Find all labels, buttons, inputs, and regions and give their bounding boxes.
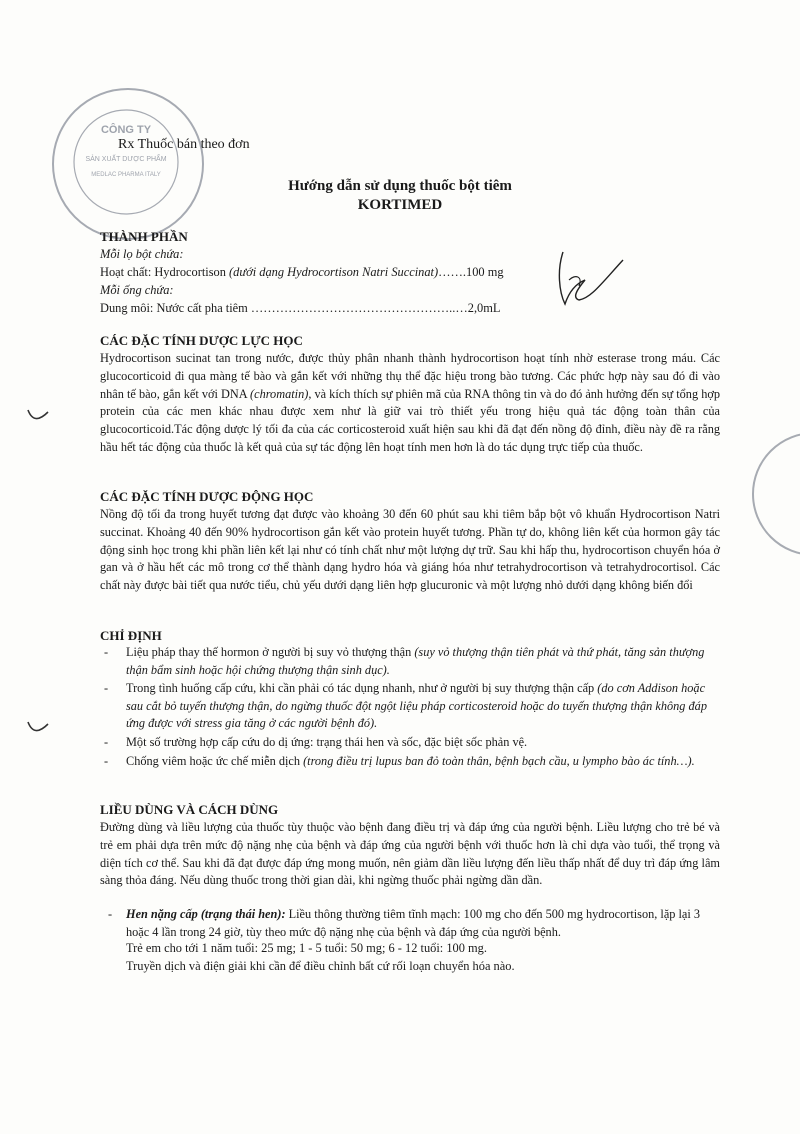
pharmacodynamics-p2: , và kích thích sự phiên mã của RNA thông tin và do đó ảnh hưởng đến sự tổng hợp protein của các men khác nhau được xem như là giữ vai trò thiết yếu trong hiệu quả tác động toàn thân của glucocorticoid.Tác động dược lý tối đa của các corticosteroid xuất hiện sau khi đã đạt đến nồng độ đỉnh, điều này đề ra rằng hầu hết tác động của thuốc là kết quả của sự tác động lên hoạt tính men hơn là do tác dụng trực tiếp của thuốc. xyxy=(100,386,720,454)
indication-italic: (trong điều trị lupus ban đỏ toàn thân, bệnh bạch cầu, u lympho bào ác tính…). xyxy=(303,753,695,768)
indication-text: Trong tình huống cấp cứu, khi cần phải có tác dụng nhanh, như ở người bị suy thượng thận cấp xyxy=(126,681,598,696)
asthma-label: Hen nặng cấp (trạng thái hen): xyxy=(126,907,286,921)
indication-text: Liệu pháp thay thế hormon ở người bị suy vỏ thượng thận xyxy=(126,645,415,659)
margin-mark-icon xyxy=(22,400,52,430)
dosage-intro: Đường dùng và liều lượng của thuốc tùy thuộc vào bệnh đang điều trị và đáp ứng của người bệnh. Liều lượng cho trẻ bé và trẻ em phải dựa trên mức độ nặng nhẹ của bệnh và đáp ứng của người bệnh với thuốc hơn là chỉ dựa vào tuổi, thể trọng và diện tích cơ thể. Sau khi đã đạt được đáp ứng mong muốn, nên giảm dần liều lượng đến liều thấp nhất để duy trì đáp ứng lâm sàng thỏa đáng. Nếu dùng thuốc trong thời gian dài, khi ngừng thuốc phải ngừng dần dần. xyxy=(100,820,720,888)
dosage-heading: LIỀU DÙNG VÀ CÁCH DÙNG xyxy=(100,802,279,817)
active-italic: (dưới dạng Hydrocortison Natri Succinat) xyxy=(229,265,439,279)
partial-stamp-right xyxy=(752,432,800,556)
indications-heading: CHỈ ĐỊNH xyxy=(100,628,162,643)
rx-label: Rx Thuốc bán theo đơn xyxy=(118,137,250,152)
indication-text: Chống viêm hoặc ức chế miễn dịch xyxy=(126,753,304,768)
composition-heading: THÀNH PHẦN xyxy=(100,229,188,244)
children-dosage: Trẻ em cho tới 1 năm tuổi: 25 mg; 1 - 5 tuổi: 50 mg; 6 - 12 tuổi: 100 mg. xyxy=(126,941,487,955)
margin-mark-icon xyxy=(22,712,52,742)
product-name: KORTIMED xyxy=(357,197,443,213)
stamp-line3: MEDLAC PHARMA ITALY xyxy=(91,172,161,178)
solvent-line: Dung môi: Nước cất pha tiêm …………………………………………..…2,0mL xyxy=(100,301,501,315)
indication-text: Một số trường hợp cấp cứu do dị ứng: trạng thái hen và sốc, đặc biệt sốc phản vệ. xyxy=(126,734,528,749)
signature-icon xyxy=(545,240,635,320)
stamp-line1: CÔNG TY xyxy=(100,124,152,136)
vial-label: Mỗi lọ bột chứa: xyxy=(100,247,184,261)
pharmacodynamics-text xyxy=(100,350,720,457)
pharmacokinetics-text: Nồng độ tối đa trong huyết tương đạt được vào khoảng 30 đến 60 phút sau khi tiêm bắp bột vô khuẩn Hydrocortison Natri succinat. Khoảng 40 đến 90% hydrocortison gắn kết vào protein huyết tương. Phần tự do, không liên kết của hormon gây tác động sinh học trong khi phần liên kết lại như có tính chất như một lượng dự trữ. Sau khi hấp thu, hydrocortison chuyển hóa ở gan và ở hầu hết các mô trong cơ thể thành dạng hydro hóa và giáng hóa như tetrahydrocortison và tetrahydrocortisol. Các chất này được bài tiết qua nước tiểu, chủ yếu dưới dạng liên hợp glucuronic và một lượng nhỏ dưới dạng không biến đổi xyxy=(100,507,720,593)
ampoule-label: Mỗi ống chứa: xyxy=(100,283,174,297)
document-title: Hướng dẫn sử dụng thuốc bột tiêm xyxy=(288,178,512,194)
active-prefix: Hoạt chất: Hydrocortison xyxy=(100,265,230,279)
list-item xyxy=(100,734,710,752)
pharmacodynamics-p1: Hydrocortison sucinat tan trong nước, được thủy phân nhanh thành hydrocortison hoạt tính nhờ esterase trong máu. Các glucocorticoid đi qua màng tế bào và gắn kết với những thụ thể đặc hiệu trong bào tương. Các phức hợp này sau đó đi vào nhân tế bào, gắn kết với DNA xyxy=(100,351,720,401)
indication-italic: (do cơn Addison hoặc sau cắt bỏ tuyến thượng thận, do ngừng thuốc đột ngột liệu pháp corticosteroid hoặc do tuyến thượng thận không đáp ứng được với stress gia tăng ở các người bệnh đó). xyxy=(126,681,707,731)
list-item xyxy=(100,753,710,771)
company-stamp xyxy=(52,88,204,240)
pharmacodynamics-heading: CÁC ĐẶC TÍNH DƯỢC LỰC HỌC xyxy=(100,333,303,348)
active-suffix: …….100 mg xyxy=(438,265,504,279)
list-item xyxy=(100,680,710,733)
indication-italic: (suy vỏ thượng thận tiên phát và thứ phát, tăng sản thượng thận bẩm sinh hoặc hội chứng thượng thận sinh dục). xyxy=(126,645,705,677)
indications-list xyxy=(100,644,710,771)
stamp-line2: SẢN XUẤT DƯỢC PHẨM xyxy=(85,156,167,163)
list-item xyxy=(100,644,710,679)
pharmacodynamics-italic: (chromatin) xyxy=(250,386,309,401)
asthma-text: Liều thông thường tiêm tĩnh mạch: 100 mg cho đến 500 mg hydrocortison, lặp lại 3 hoặc 4 lần trong 24 giờ, tùy theo mức độ nặng nhẹ của bệnh và đáp ứng của người bệnh. xyxy=(126,907,701,939)
active-ingredient xyxy=(100,265,504,280)
fluids-note: Truyền dịch và điện giải khi cần để điều chỉnh bất cứ rối loạn chuyển hóa nào. xyxy=(126,959,515,973)
dosage-list xyxy=(104,906,708,942)
pharmacokinetics-heading: CÁC ĐẶC TÍNH DƯỢC ĐỘNG HỌC xyxy=(100,489,314,504)
list-item xyxy=(104,906,708,941)
